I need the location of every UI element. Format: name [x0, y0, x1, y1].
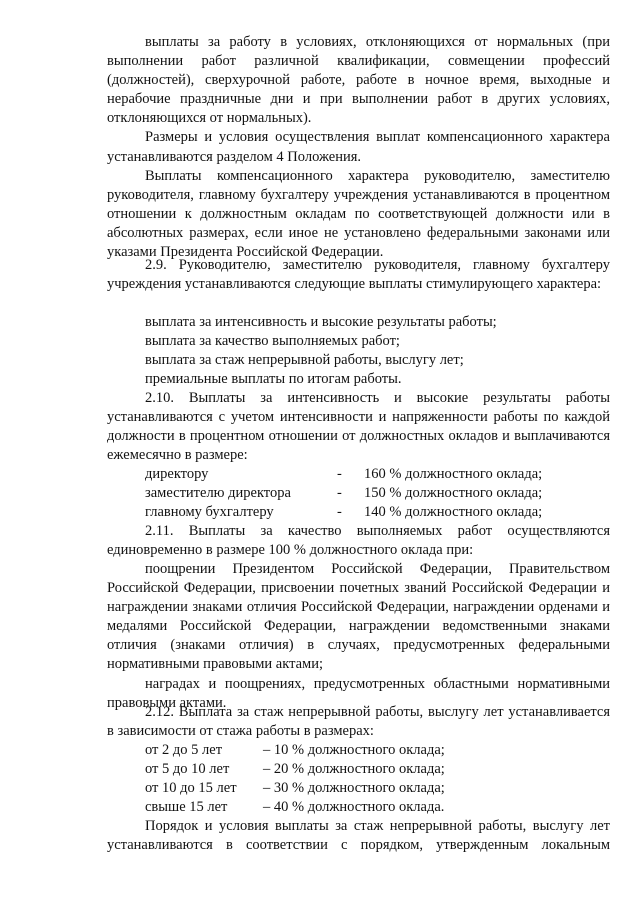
dash-cell: -: [337, 485, 342, 502]
amount-cell: – 40 % должностного оклада.: [263, 799, 445, 816]
seniority-table: [107, 741, 610, 817]
amount-cell: 160 % должностного оклада;: [364, 466, 543, 482]
table-row: [107, 779, 610, 798]
section-2-11: [107, 522, 610, 560]
section-compensation: [107, 33, 610, 262]
section-order: [107, 817, 610, 855]
table-row: [107, 465, 610, 484]
paragraph-2-9: 2.9. Руководителю, заместителю руководителя, главному бухгалтеру учреждения устанавливаются следующие выплаты стимулирующего характера:: [107, 257, 610, 293]
paragraph-2-11-awards-federal: поощрении Президентом Российской Федерации, Правительством Российской Федерации, присвоении почетных званий Российской Федерации и награждении знаками отличия Российской Федерации, награждении орденами и медалями Российской Федерации, награждении ведомственными знаками отличия (знаками отличия) в случаях, предусмотренных федеральными нормативными правовыми актами;: [107, 561, 610, 673]
table-row: [107, 760, 610, 779]
amount-cell: 150 % должностного оклада;: [364, 485, 543, 502]
amount-cell: 140 % должностного оклада;: [364, 504, 543, 521]
table-row: [107, 503, 610, 522]
paragraph-comp-list-end: выплаты за работу в условиях, отклоняющихся от нормальных (при выполнении работ различной квалификации, совмещении профессий (должностей), сверхурочной работе, работе в ночное время, выходные и нерабочие праздничные дни и при выполнении работ в других условиях, отклоняющихся от нормальных).: [107, 34, 610, 127]
intensity-table: [107, 465, 610, 522]
table-row: [107, 798, 610, 817]
list-item: премиальные выплаты по итогам работы.: [145, 371, 402, 388]
list-item: выплата за качество выполняемых работ;: [145, 333, 400, 350]
position-cell: директору: [145, 466, 209, 482]
table-row: [107, 741, 610, 760]
paragraph-order: Порядок и условия выплаты за стаж непрерывной работы, выслугу лет устанавливаются в соответствии с порядком, утвержденным локальным: [107, 818, 610, 854]
paragraph-2-11: 2.11. Выплаты за качество выполняемых работ осуществляются единовременно в размере 100 % должностного оклада при:: [107, 523, 610, 559]
position-cell: заместителю директора: [145, 485, 291, 502]
dash-cell: -: [337, 466, 342, 482]
section-2-12: [107, 703, 610, 741]
dash-cell: -: [337, 504, 342, 521]
amount-cell: – 30 % должностного оклада;: [263, 780, 445, 797]
list-item: выплата за стаж непрерывной работы, выслугу лет;: [145, 352, 464, 369]
amount-cell: – 10 % должностного оклада;: [263, 742, 445, 758]
section-2-9: [107, 256, 610, 294]
period-cell: от 5 до 10 лет: [145, 761, 230, 778]
paragraph-2-10: 2.10. Выплаты за интенсивность и высокие результаты работы устанавливаются с учетом интенсивности и напряженности работы по каждой должности в процентном отношении от должностных окладов и выплачиваются ежемесячно в размере:: [107, 390, 610, 464]
table-row: [107, 484, 610, 503]
paragraph-comp-heads: Выплаты компенсационного характера руководителю, заместителю руководителя, главному бухгалтеру учреждения устанавливаются в процентном отношении к должностным окладам по соответствующей должности или в абсолютных размерах, если иное не установлено федеральными законами или указами Президента Российской Федерации.: [107, 167, 610, 261]
section-2-10: [107, 389, 610, 465]
paragraph-2-11-awards-regional: наградах и поощрениях, предусмотренных областными нормативными правовыми актами.: [107, 675, 610, 711]
period-cell: свыше 15 лет: [145, 799, 228, 816]
period-cell: от 10 до 15 лет: [145, 780, 237, 797]
section-2-11-items: [107, 560, 610, 713]
list-item: выплата за интенсивность и высокие результаты работы;: [145, 314, 497, 330]
amount-cell: – 20 % должностного оклада;: [263, 761, 445, 778]
paragraph-comp-sizes: Размеры и условия осуществления выплат компенсационного характера устанавливаются разделом 4 Положения.: [107, 129, 610, 165]
stimulating-list: [107, 313, 610, 389]
period-cell: от 2 до 5 лет: [145, 742, 223, 758]
position-cell: главному бухгалтеру: [145, 504, 274, 521]
paragraph-2-12: 2.12. Выплата за стаж непрерывной работы, выслугу лет устанавливается в зависимости от стажа работы в размерах:: [107, 704, 610, 740]
